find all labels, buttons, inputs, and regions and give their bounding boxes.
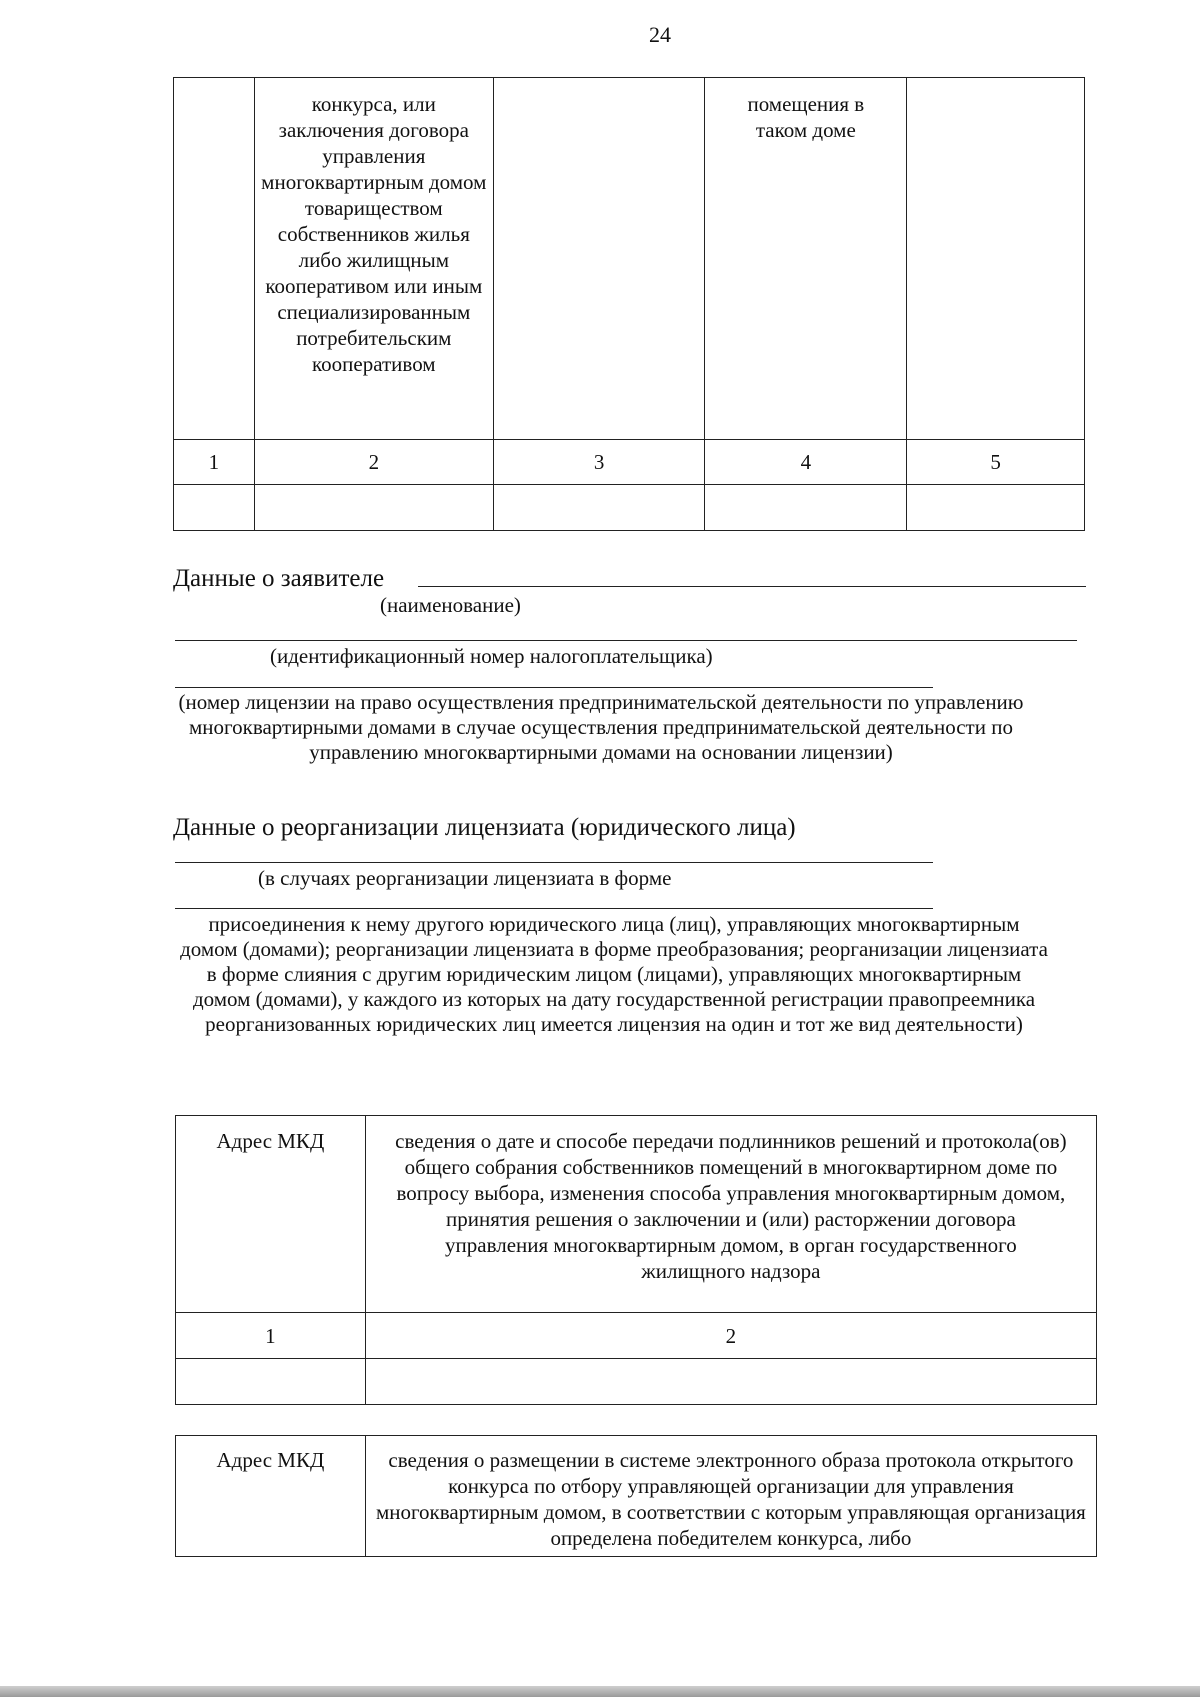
table-cell — [176, 1359, 366, 1405]
table-cell — [365, 1436, 1096, 1557]
table-cell — [174, 78, 255, 440]
inn-caption: (идентификационный номер налогоплательщика) — [270, 644, 713, 668]
inn-line — [175, 640, 1077, 641]
reorganization-heading: Данные о реорганизации лицензиата (юридического лица) — [173, 814, 796, 841]
table-cell — [493, 78, 705, 440]
applicant-name-line — [418, 586, 1086, 587]
column-number: 1 — [176, 1313, 366, 1359]
table1-col4-text: помещения в таком доме — [747, 92, 865, 142]
table-row — [176, 1436, 1097, 1557]
reorganization-line-2 — [175, 908, 933, 909]
column-number: 1 — [174, 440, 255, 485]
column-number: 3 — [493, 440, 705, 485]
table-cell — [254, 485, 493, 531]
table-row — [176, 1313, 1097, 1359]
column-number: 2 — [365, 1313, 1096, 1359]
license-caption: (номер лицензии на право осуществления предпринимательской деятельности по управлению многоквартирными домами в случае осуществления предпринимательской деятельности по управлению многоквартирными домами на основании лицензии) — [178, 690, 1024, 764]
address-header: Адрес МКД — [216, 1448, 325, 1472]
page-edge-shadow — [0, 1686, 1200, 1697]
page-number: 24 — [649, 22, 671, 47]
table-row — [174, 440, 1085, 485]
table-cell — [174, 485, 255, 531]
table-row — [174, 485, 1085, 531]
name-caption: (наименование) — [380, 593, 521, 617]
table-cell — [705, 78, 907, 440]
applicant-label: Данные о заявителе — [173, 565, 385, 592]
table-cell — [365, 1359, 1096, 1405]
license-line — [175, 687, 933, 688]
electronic-protocol-header: сведения о размещении в системе электронного образа протокола открытого конкурса по отбору управляющей организации для управления многоквартирным домом, в соответствии с которым управляющая организация определена победителем конкурса, либо — [375, 1448, 1086, 1550]
table-cell — [907, 78, 1085, 440]
reorganization-caption-line1: (в случаях реорганизации лицензиата в форме — [258, 866, 672, 890]
table-row — [174, 78, 1085, 440]
column-number: 5 — [907, 440, 1085, 485]
reorganization-line — [175, 862, 933, 863]
protocol-transfer-table — [175, 1115, 1097, 1405]
column-number: 2 — [254, 440, 493, 485]
protocol-transfer-header: сведения о дате и способе передачи подлинников решений и протокола(ов) общего собрания собственников помещений в многоквартирном доме по вопросу выбора, изменения способа управления многоквартирным домом, принятия решения о заключении и (или) расторжении договора управления многоквартирным домом, в орган государственного жилищного надзора — [395, 1129, 1067, 1283]
table-cell — [254, 78, 493, 440]
table1-col2-text: конкурса, или заключения договора управления многоквартирным домом товариществом собственников жилья либо жилищным кооперативом или иным специализированным потребительским кооперативом — [261, 92, 487, 376]
table-cell — [176, 1116, 366, 1313]
reorganization-caption-rest: присоединения к нему другого юридического лица (лиц), управляющих многоквартирным домом (домами); реорганизации лицензиата в форме преобразования; реорганизации лицензиата в форме слияния с другим юридическим лицом (лицами), управляющих многоквартирным домом (домами), у каждого из которых на дату государственной регистрации правопреемника реорганизованных юридических лиц имеется лицензия на один и тот же вид деятельности) — [180, 912, 1048, 1036]
electronic-protocol-table — [175, 1435, 1097, 1557]
table-cell — [493, 485, 705, 531]
table-cell — [365, 1116, 1096, 1313]
table-row — [176, 1116, 1097, 1313]
address-header: Адрес МКД — [216, 1129, 325, 1153]
table-cell — [176, 1436, 366, 1557]
licensed-houses-table-continuation — [173, 77, 1085, 531]
column-number: 4 — [705, 440, 907, 485]
table-cell — [907, 485, 1085, 531]
table-row — [176, 1359, 1097, 1405]
table-cell — [705, 485, 907, 531]
